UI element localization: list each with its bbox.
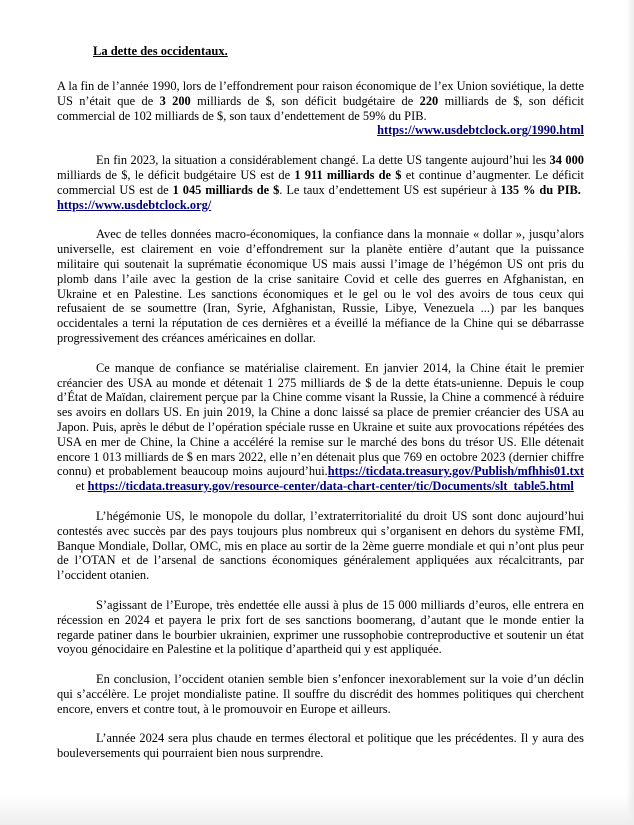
p2-text-a: En fin 2023, la situation a considérablement changé. La dette US tangente aujourd’hui les xyxy=(96,153,550,168)
ticdata-table5-link[interactable]: https://ticdata.treasury.gov/resource-center/data-chart-center/tic/Documents/slt_table5.html xyxy=(87,479,574,494)
p2-trade-deficit: 1 045 milliards de $ xyxy=(172,182,280,197)
p1-text-a: A la fin de l’année 1990, lors de l’effondrement pour raison économique de l’ex Union soviétique, la dette US n’était que de xyxy=(57,79,584,108)
usdebtclock-1990-link[interactable]: https://www.usdebtclock.org/1990.html xyxy=(377,123,584,138)
p2-text-e: et continue d’augmenter. Le déficit commercial US est de xyxy=(57,167,584,197)
ticdata-mfhhis-link[interactable]: https://ticdata.treasury.gov/Publish/mfhhis01.txt xyxy=(327,464,584,479)
paragraph-hegemony: L’hégémonie US, le monopole du dollar, l’extraterritorialité du droit US sont donc aujourd’hui contestés avec succès par des pays toujours plus nombreux qui s’organisent en dehors du système FMI, Banque Mondiale, Dollar, OMC, mis en place au sortir de la 2ème guerre mondiale et qui n’ont plus peur de l’OTAN et de l’arsenal de sanctions économiques généralement appliquées aux récalcitrants, par l’occident otanien. xyxy=(57,508,584,583)
paragraph-china xyxy=(57,361,584,494)
p2-debt-value: 34 000 xyxy=(549,153,585,168)
p1-text-e: milliards de $, son déficit commercial de 102 milliards de $, son taux d’endettement de 59% du PIB. xyxy=(57,93,584,123)
page-title: La dette des occidentaux. xyxy=(93,44,228,58)
paragraph-1990 xyxy=(57,79,584,138)
p2-budget-deficit: 1 911 milliards de $ xyxy=(294,167,402,182)
usdebtclock-link[interactable]: https://www.usdebtclock.org/ xyxy=(57,197,212,212)
p1-deficit-value: 220 xyxy=(419,93,439,108)
p4-separator: et xyxy=(57,479,88,494)
p4-text: Ce manque de confiance se matérialise clairement. En janvier 2014, la Chine était le premier créancier des USA au monde et détenait 1 275 milliards de $ de la dette états-unienne. Depuis le coup d’État de Maïdan, clairement perçue par la Chine comme visant la Russie, la Chine a commencé à réduire ses avoirs en dollars US. En juin 2019, la Chine a donc laissé sa place de premier créancier des USA au Japon. Puis, après le début de l’opération spéciale russe en Ukraine et suite aux provocations répétées des USA en mer de Chine, la Chine a accéléré la remise sur le marché des bons du trésor US. Elle détenait encore 1 013 milliards de $ en mars 2022, elle n’en détenait plus que 769 en octobre 2023 (dernier chiffre connu) et probablement beaucoup moins aujourd’hui. xyxy=(57,360,584,479)
p2-text-g: . Le taux d’endettement US est supérieur à xyxy=(279,182,501,197)
paragraph-conclusion: En conclusion, l’occident otanien semble bien s’enfoncer inexorablement sur la voie d’un déclin qui s’accélère. Le projet mondialiste patine. Il souffre du discrédit des hommes politiques qui cherchent encore, envers et contre tout, à le promouvoir en Europe et ailleurs. xyxy=(57,672,584,716)
p2-text-c: milliards de $, le déficit budgétaire US est de xyxy=(57,167,295,182)
paragraph-confidence: Avec de telles données macro-économiques, la confiance dans la monnaie « dollar », jusqu’alors universelle, est clairement en voie d’effondrement sur la planète entière d’autant que la puissance militaire qui soutenait la suprématie économique US mais aussi l’image de l’hégémon US ont pris du plomb dans l’aile avec la gestion de la crise sanitaire Covid et celle des guerres en Afghanistan, en Ukraine et en Palestine. Les sanctions économiques et le gel ou le vol des avoirs de tous ceux qui refusaient de se soumettre (Iran, Syrie, Afghanistan, Russie, Libye, Venezuela ...) par les banques occidentales a terni la réputation de ces dernières et a éveillé la méfiance de la Chine qui se débarrasse progressivement des créances américaines en dollar. xyxy=(57,227,584,345)
p1-debt-value: 3 200 xyxy=(159,93,191,108)
paragraph-2024: L’année 2024 sera plus chaude en termes électoral et politique que les précédentes. Il y aura des bouleversements qui pourraient bien nous surprendre. xyxy=(57,731,584,761)
p2-debt-ratio: 135 % du PIB. xyxy=(500,182,581,197)
paragraph-europe: S’agissant de l’Europe, très endettée elle aussi à plus de 15 000 milliards d’euros, elle entrera en récession en 2024 et payera le prix fort de ses sanctions boomerang, d’autant que le monde entier la regarde patiner dans le bourbier ukrainien, exprimer une russophobie contreproductive et soutenir un état voyou génocidaire en Palestine et la politique d’apartheid qui y est appliquée. xyxy=(57,597,584,657)
paragraph-2023 xyxy=(57,153,584,212)
p1-text-c: milliards de $, son déficit budgétaire de xyxy=(190,93,420,108)
